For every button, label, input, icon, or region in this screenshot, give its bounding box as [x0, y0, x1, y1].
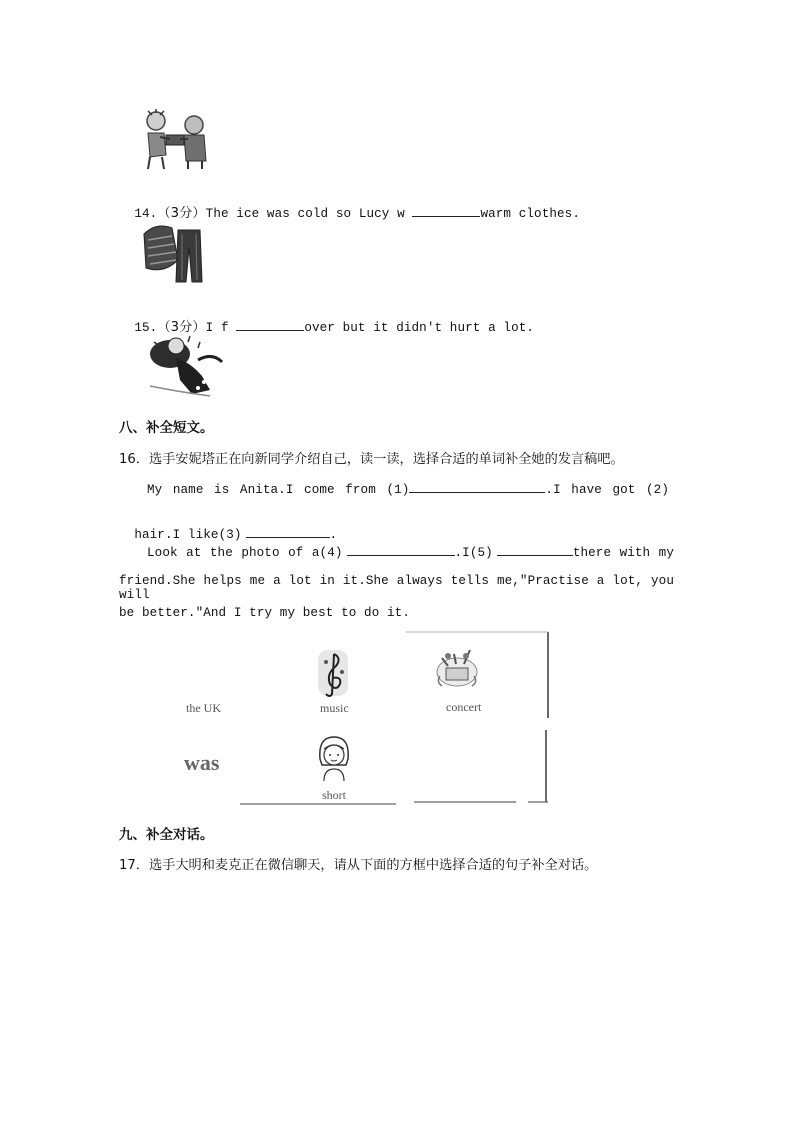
- blank1-line[interactable]: [409, 480, 545, 493]
- blank1-label: (1): [386, 483, 410, 497]
- q14-score: （3分）: [157, 206, 206, 221]
- word-choice-box: [184, 630, 552, 808]
- question-14: [119, 188, 580, 221]
- q15-text-before: I f: [205, 321, 237, 335]
- word-short: short: [322, 788, 346, 802]
- para1-text-b: .I have got: [545, 483, 636, 497]
- q14-text-before: The ice was cold so Lucy w: [205, 207, 413, 221]
- blank3-line[interactable]: [246, 525, 330, 538]
- q14-answer-blank[interactable]: [412, 204, 480, 217]
- q15-text-after: over but it didn't hurt a lot.: [304, 321, 535, 335]
- para1-text-a: My name is Anita.I come from: [147, 483, 376, 497]
- blank5-line[interactable]: [497, 543, 573, 556]
- para2-text-c: there with my: [572, 546, 674, 560]
- blank5-label: (5): [469, 546, 493, 560]
- warm-clothes-picture: [138, 220, 208, 286]
- para1-text-d: .: [329, 528, 338, 542]
- passage-para1-line1: [147, 480, 669, 497]
- concert-icon: [434, 646, 480, 692]
- short-hair-girl-icon: [316, 733, 352, 783]
- section-9-heading: 九、补全对话。: [119, 827, 214, 843]
- q15-score: （3分）: [157, 320, 206, 335]
- para2-text-b: .I: [454, 546, 470, 560]
- word-was: was: [184, 750, 220, 775]
- blank2-label: (2): [646, 483, 669, 497]
- falling-skater-picture: [140, 332, 230, 400]
- q15-answer-blank[interactable]: [236, 318, 304, 331]
- passage-para2-line3: be better."And I try my best to do it.: [119, 606, 410, 620]
- passage-para1-line2: [119, 511, 337, 542]
- passage-para2-line1: [147, 543, 674, 560]
- blank4-label: (4): [319, 546, 343, 560]
- two-children-picture: [138, 105, 210, 171]
- word-the-uk: the UK: [186, 701, 221, 715]
- question-17-prompt: 17．选手大明和麦克正在微信聊天，请从下面的方框中选择合适的句子补全对话。: [119, 858, 598, 873]
- blank3-label: (3): [218, 528, 242, 542]
- q14-text-after: warm clothes.: [480, 207, 580, 221]
- word-music: music: [320, 701, 349, 715]
- q14-number: 14.: [134, 207, 158, 221]
- passage-para2-line2: friend.She helps me a lot in it.She always tells me,"Practise a lot, you will: [119, 574, 674, 602]
- music-icon: [316, 648, 350, 700]
- blank4-line[interactable]: [347, 543, 455, 556]
- question-16-prompt: 16．选手安妮塔正在向新同学介绍自己，读一读，选择合适的单词补全她的发言稿吧。: [119, 452, 624, 467]
- word-concert: concert: [446, 700, 482, 714]
- word-box-border: [236, 630, 552, 808]
- para2-text-a: Look at the photo of a: [147, 546, 320, 560]
- q15-number: 15.: [134, 321, 158, 335]
- question-15: [119, 302, 534, 335]
- para1-text-c: hair.I like: [134, 528, 219, 542]
- section-8-heading: 八、补全短文。: [119, 420, 214, 436]
